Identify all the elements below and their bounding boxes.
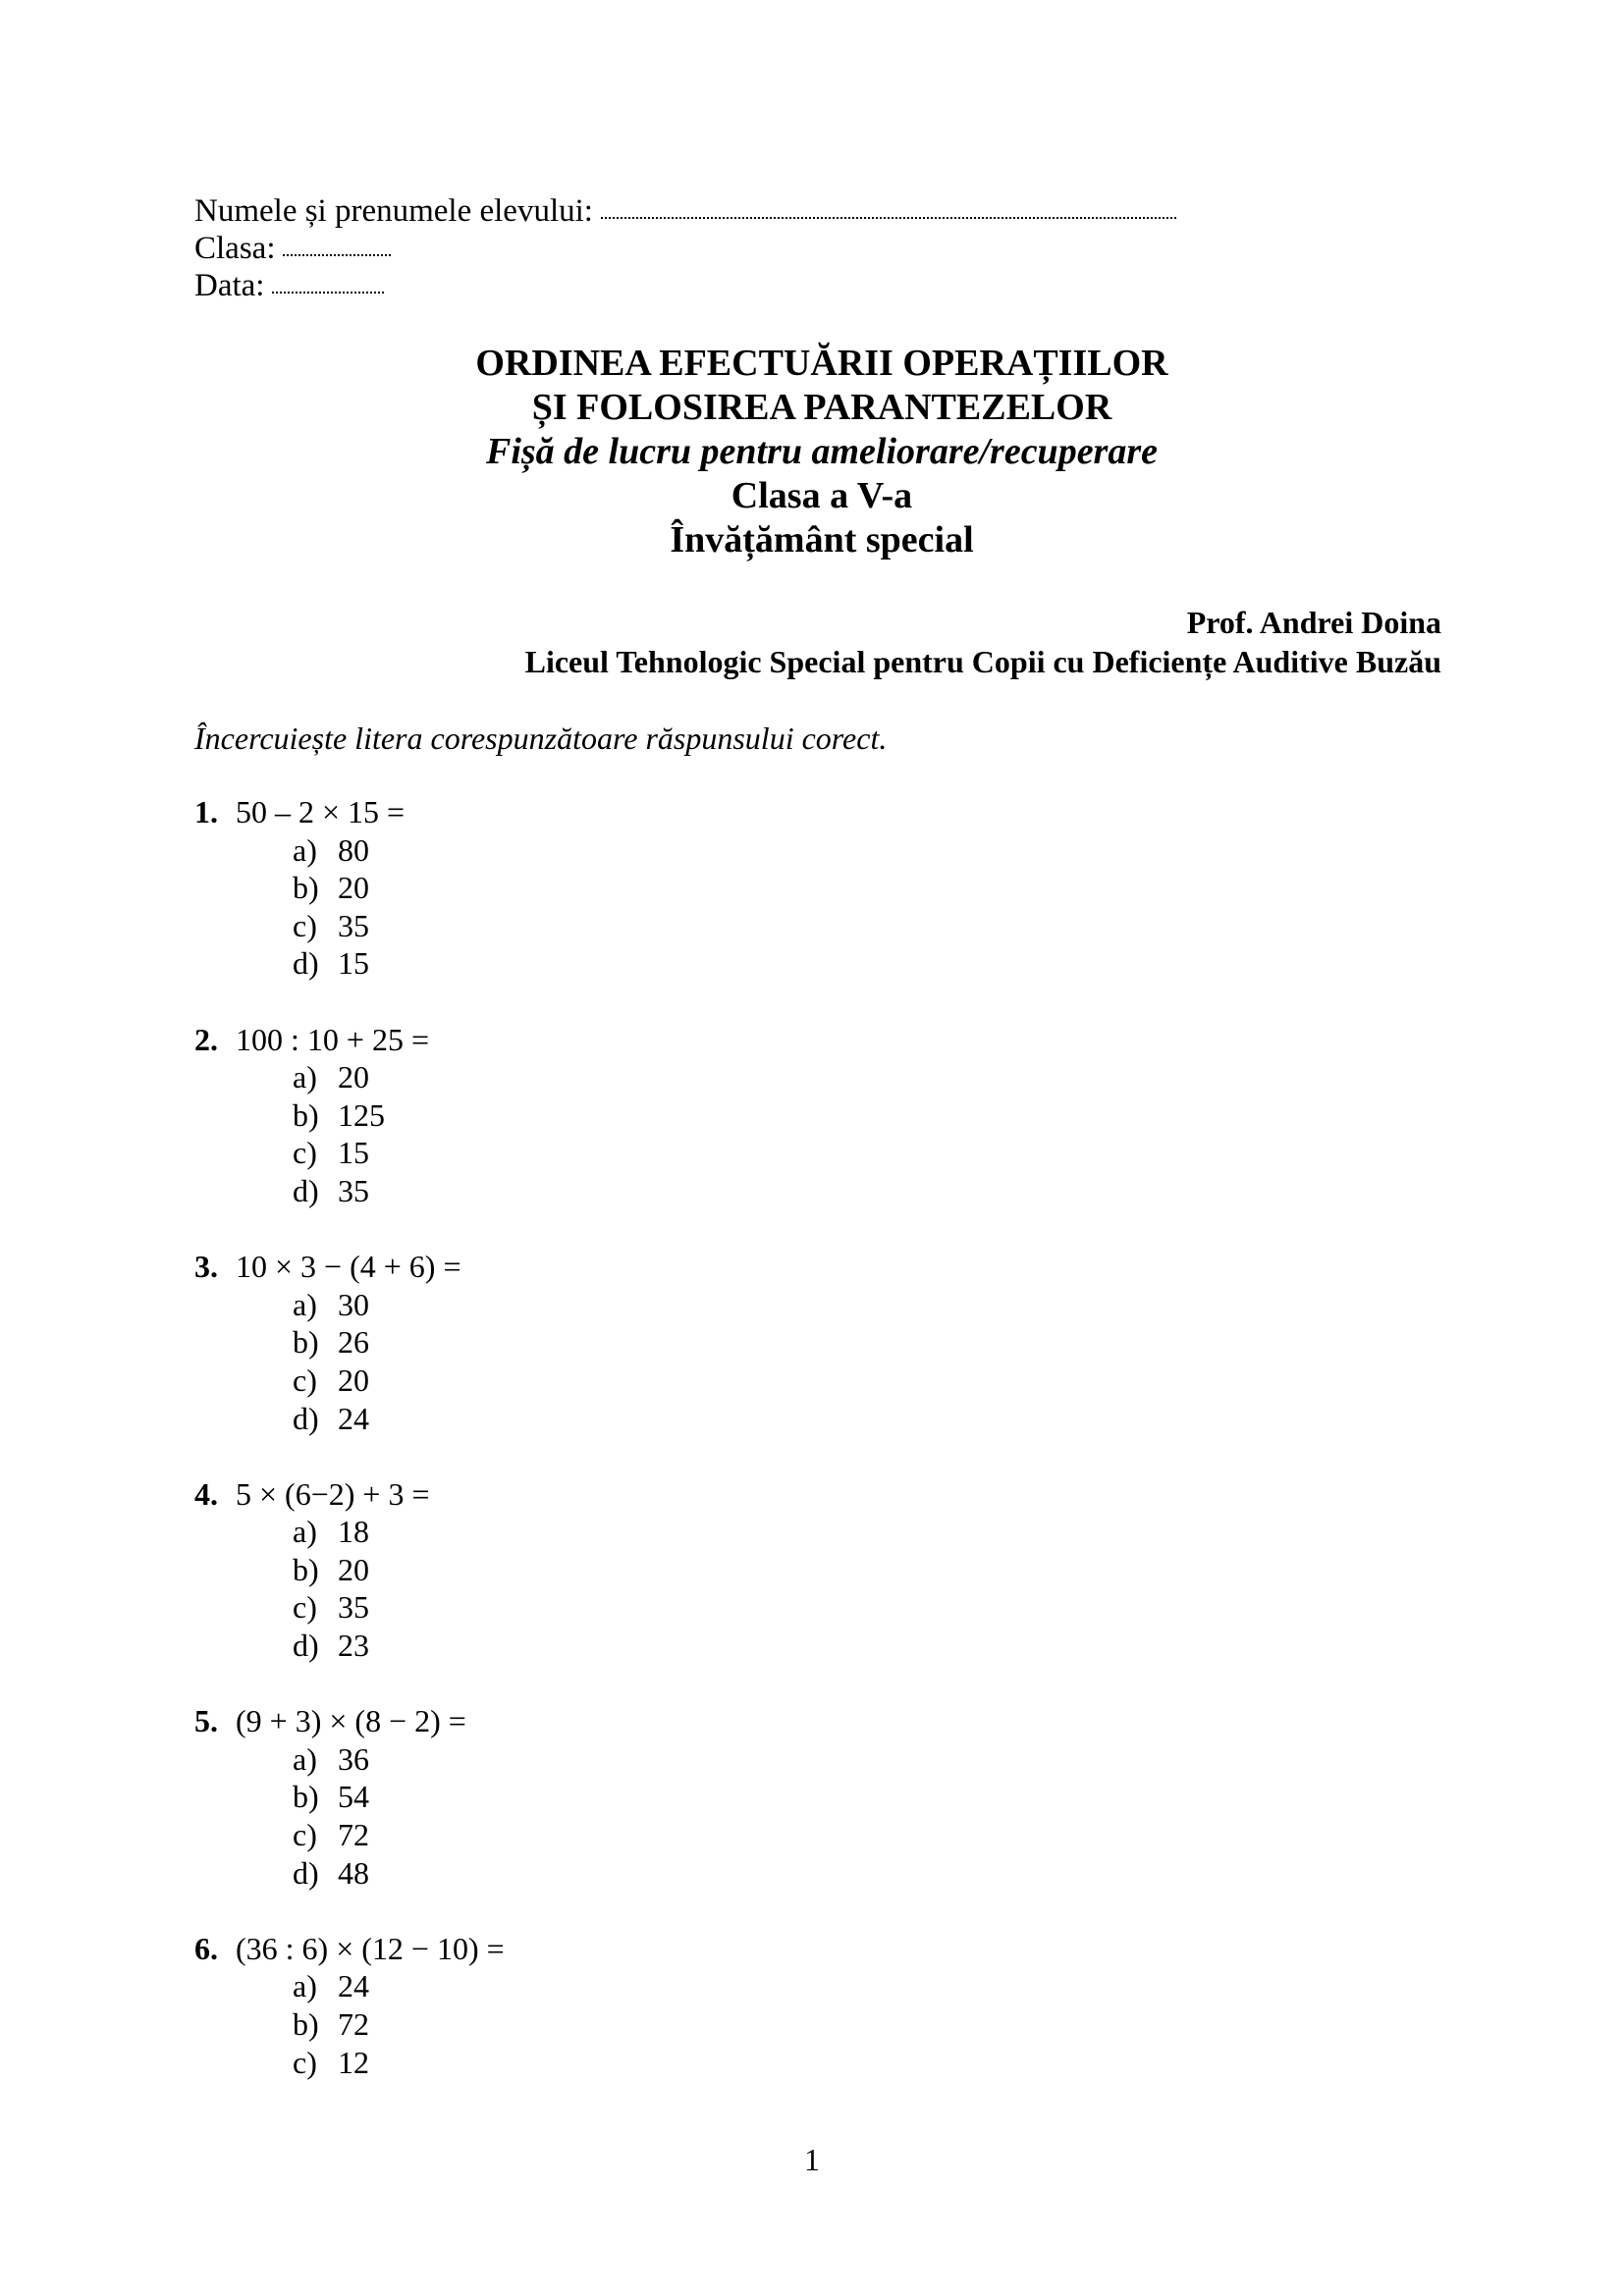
- answer-option[interactable]: [293, 1323, 505, 1362]
- option-value: 20: [338, 1551, 369, 1587]
- answer-option[interactable]: [293, 1778, 505, 1816]
- option-value: 36: [338, 1740, 369, 1777]
- answer-option[interactable]: [293, 1096, 505, 1135]
- option-letter: d): [293, 1854, 319, 1891]
- answer-options: [194, 1513, 505, 1664]
- question-2: [194, 1021, 505, 1210]
- answer-option[interactable]: [293, 1362, 505, 1400]
- answer-option[interactable]: [293, 1551, 505, 1589]
- answer-option[interactable]: [293, 1286, 505, 1324]
- answer-option[interactable]: [293, 1854, 505, 1893]
- option-value: 125: [338, 1096, 385, 1133]
- answer-options: [194, 1286, 505, 1437]
- author-block: [525, 603, 1441, 681]
- answer-option[interactable]: [293, 1058, 505, 1096]
- question-number: 5.: [194, 1703, 218, 1739]
- class-field: [194, 230, 1176, 267]
- option-value: 54: [338, 1779, 369, 1815]
- option-letter: a): [293, 1514, 317, 1550]
- option-value: 20: [338, 1059, 369, 1095]
- student-info-fields: [194, 192, 1176, 304]
- question-1: [194, 793, 505, 983]
- question-expression: (36 : 6) × (12 − 10) =: [236, 1930, 505, 1966]
- answer-options: [194, 1967, 505, 2081]
- question-number: 3.: [194, 1249, 218, 1285]
- option-letter: c): [293, 907, 317, 943]
- option-value: 72: [338, 1817, 369, 1853]
- answer-option[interactable]: [293, 831, 505, 870]
- option-letter: b): [293, 1551, 319, 1587]
- answer-options: [194, 1740, 505, 1892]
- option-value: 35: [338, 907, 369, 943]
- option-letter: a): [293, 1286, 317, 1322]
- worksheet-subtitle: Fișă de lucru pentru ameliorare/recuperare: [485, 431, 1159, 472]
- author-name: Prof. Andrei Doina: [1186, 605, 1441, 640]
- instruction-text: Încercuiește litera corespunzătoare răspunsului corect.: [194, 721, 888, 756]
- question-expression: 100 : 10 + 25 =: [236, 1021, 429, 1057]
- option-letter: c): [293, 1817, 317, 1853]
- option-letter: d): [293, 945, 319, 982]
- answer-option[interactable]: [293, 2005, 505, 2044]
- student-name-label: Numele și prenumele elevului:: [194, 193, 593, 229]
- title-line-1: ORDINEA EFECTUĂRII OPERAȚIILOR: [475, 343, 1168, 384]
- date-field: [194, 267, 1176, 304]
- option-value: 24: [338, 1400, 369, 1436]
- option-letter: b): [293, 870, 319, 906]
- date-label: Data:: [194, 268, 265, 303]
- school-name: Liceul Tehnologic Special pentru Copii cu Deficiențe Auditive Buzău: [524, 644, 1441, 679]
- question-number: 4.: [194, 1475, 218, 1512]
- question-5: [194, 1702, 505, 1892]
- option-letter: c): [293, 1362, 317, 1398]
- option-value: 30: [338, 1286, 369, 1322]
- question-3: [194, 1248, 505, 1437]
- question-number: 1.: [194, 794, 218, 829]
- option-letter: d): [293, 1172, 319, 1208]
- question-number: 6.: [194, 1930, 218, 1966]
- option-letter: a): [293, 1059, 317, 1095]
- option-value: 15: [338, 1135, 369, 1171]
- answer-option[interactable]: [293, 1172, 505, 1210]
- answer-option[interactable]: [293, 2044, 505, 2082]
- question-6: [194, 1930, 505, 2081]
- answer-option[interactable]: [293, 1588, 505, 1627]
- option-letter: d): [293, 1628, 319, 1664]
- option-letter: b): [293, 1324, 319, 1361]
- option-value: 12: [338, 2044, 369, 2080]
- grade-label: Clasa a V-a: [731, 475, 913, 516]
- option-value: 26: [338, 1324, 369, 1361]
- option-value: 23: [338, 1628, 369, 1664]
- option-letter: a): [293, 831, 317, 868]
- page-number: 1: [804, 2142, 820, 2177]
- option-letter: c): [293, 1135, 317, 1171]
- option-letter: b): [293, 2006, 319, 2042]
- option-value: 48: [338, 1854, 369, 1891]
- option-letter: d): [293, 1400, 319, 1436]
- student-name-blank[interactable]: [601, 217, 1176, 219]
- answer-option[interactable]: [293, 1513, 505, 1551]
- question-number: 2.: [194, 1021, 218, 1057]
- option-letter: b): [293, 1779, 319, 1815]
- answer-option[interactable]: [293, 1967, 505, 2005]
- class-blank[interactable]: [283, 254, 391, 256]
- option-letter: a): [293, 1968, 317, 2004]
- option-value: 15: [338, 945, 369, 982]
- option-letter: c): [293, 2044, 317, 2080]
- title-line-2: ȘI FOLOSIREA PARANTEZELOR: [531, 387, 1112, 428]
- education-type: Învățământ special: [670, 519, 974, 561]
- option-value: 24: [338, 1968, 369, 2004]
- option-value: 72: [338, 2006, 369, 2042]
- answer-option[interactable]: [293, 1400, 505, 1438]
- answer-options: [194, 831, 505, 983]
- student-name-field: [194, 192, 1176, 230]
- answer-option[interactable]: [293, 907, 505, 945]
- question-4: [194, 1475, 505, 1665]
- option-letter: c): [293, 1589, 317, 1626]
- answer-option[interactable]: [293, 1134, 505, 1172]
- question-expression: (9 + 3) × (8 − 2) =: [236, 1703, 466, 1739]
- question-expression: 5 × (6−2) + 3 =: [236, 1475, 430, 1512]
- option-value: 18: [338, 1514, 369, 1550]
- answer-option[interactable]: [293, 1627, 505, 1665]
- answer-option[interactable]: [293, 1816, 505, 1854]
- answer-options: [194, 1058, 505, 1209]
- questions-list: [194, 793, 505, 2119]
- class-label: Clasa:: [194, 231, 276, 266]
- option-value: 20: [338, 870, 369, 906]
- option-value: 20: [338, 1362, 369, 1398]
- option-letter: a): [293, 1740, 317, 1777]
- answer-option[interactable]: [293, 1740, 505, 1779]
- option-value: 35: [338, 1172, 369, 1208]
- option-value: 35: [338, 1589, 369, 1626]
- answer-option[interactable]: [293, 944, 505, 983]
- question-expression: 50 – 2 × 15 =: [236, 794, 406, 829]
- answer-option[interactable]: [293, 869, 505, 907]
- option-letter: b): [293, 1096, 319, 1133]
- date-blank[interactable]: [272, 292, 384, 294]
- option-value: 80: [338, 831, 369, 868]
- question-expression: 10 × 3 − (4 + 6) =: [236, 1249, 461, 1285]
- title-block: [0, 342, 1624, 562]
